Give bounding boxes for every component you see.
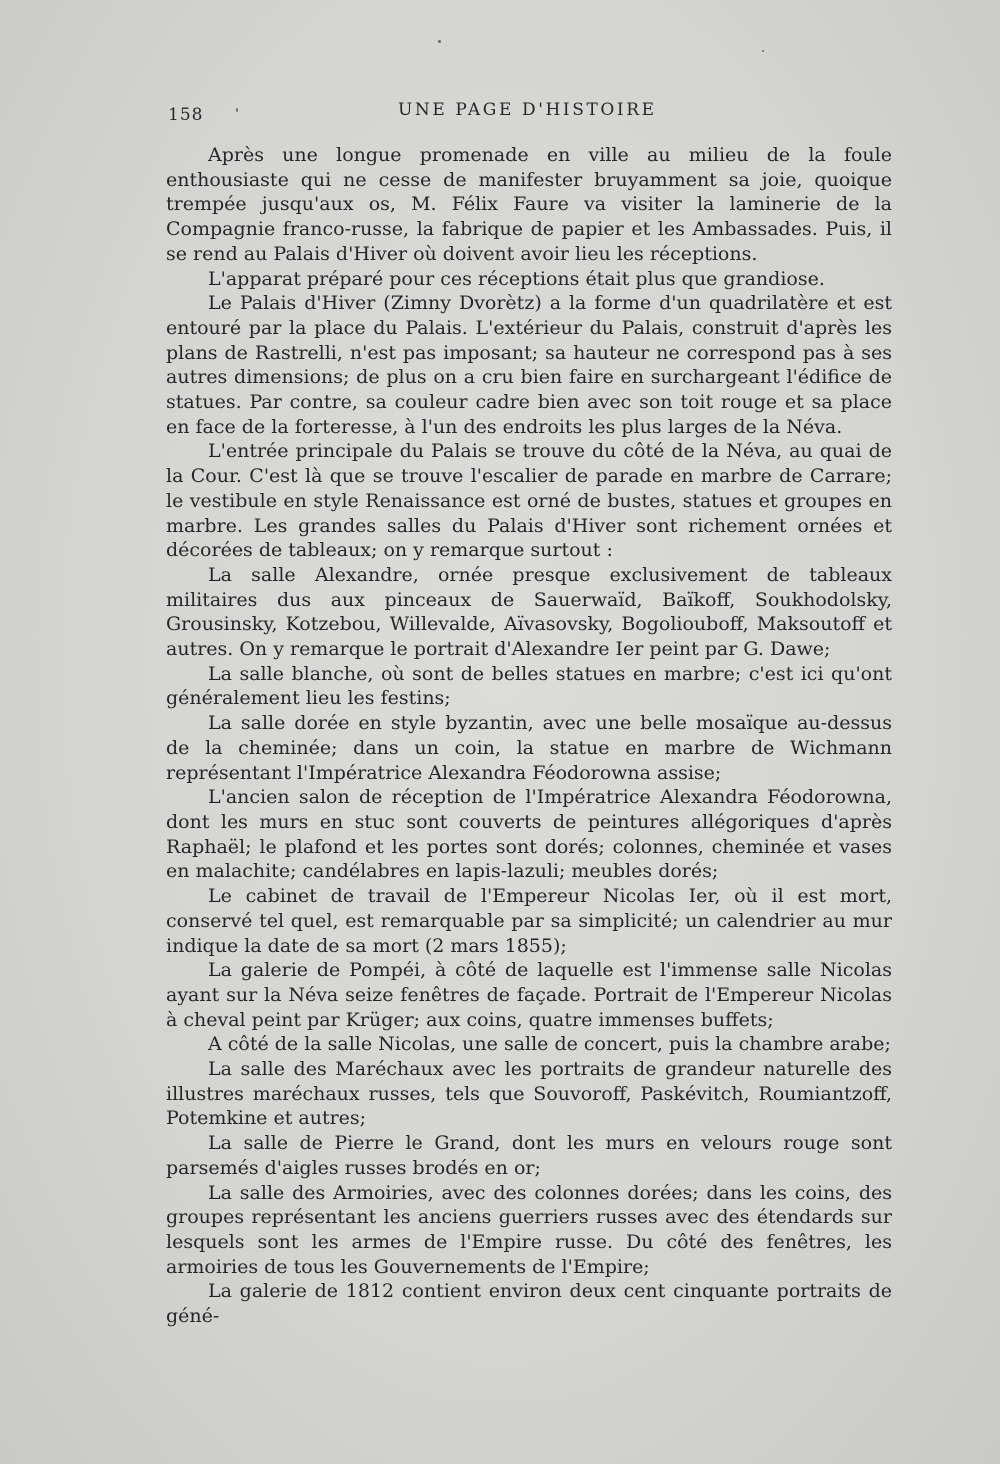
paragraph: La galerie de 1812 contient environ deux cent cinquante portraits de géné- (166, 1280, 892, 1328)
paragraph: La salle des Armoiries, avec des colonnes dorées; dans les coins, des groupes représentant les anciens guerriers russes avec des étendards sur lesquels sont les armes de l'Empire russe. Du côté des fenêtres, les armoiries de tous les Gouvernements de l'Empire; (166, 1181, 892, 1278)
paragraph: La salle de Pierre le Grand, dont les murs en velours rouge sont parsemés d'aigles russes brodés en or; (166, 1132, 892, 1179)
paragraph: La salle Alexandre, ornée presque exclusivement de tableaux militaires dus aux pinceaux de Sauerwaïd, Baïkoff, Soukhodolsky, Grousinsky, Kotzebou, Willevalde, Aïvasovsky, Bogoliouboff, Maksoutoff et autres. On y remarque le portrait d'Alexandre Ier peint par G. Dawe; (166, 563, 892, 661)
running-title: UNE PAGE D'HISTOIRE (398, 100, 657, 120)
paragraph: Le Palais d'Hiver (Zimny Dvorètz) a la forme d'un quadrilatère et est entouré par la place du Palais. L'extérieur du Palais, construit d'après les plans de Rastrelli, n'est pas imposant; sa hauteur ne correspond pas à ses autres dimensions; de plus on a cru bien faire en surchargeant l'édifice de statues. Par contre, sa couleur cadre bien avec son toit rouge et sa place en face de la forteresse, à l'un des endroits les plus larges de la Néva. (166, 292, 892, 438)
paragraph: L'apparat préparé pour ces réceptions était plus que grandiose. (208, 267, 825, 290)
paragraph: Après une longue promenade en ville au milieu de la foule enthousiaste qui ne cesse de manifester bruyamment sa joie, quoique trempée jusqu'aux os, M. Félix Faure va visiter la laminerie de la Compagnie franco-russe, la fabrique de papier et les Ambassades. Puis, il se rend au Palais d'Hiver où doivent avoir lieu les réceptions. (166, 144, 892, 265)
page-number: 158 (168, 105, 204, 125)
paper-speck (762, 50, 764, 52)
paragraph: A côté de la salle Nicolas, une salle de concert, puis la chambre arabe; (208, 1033, 891, 1056)
paragraph: L'ancien salon de réception de l'Impératrice Alexandra Féodorowna, dont les murs en stuc sont couverts de peintures allégoriques d'après Raphaël; le plafond et les portes sont dorés; colonnes, cheminée et vases en malachite; candélabres en lapis-lazuli; meubles dorés; (166, 786, 892, 883)
paragraph: Le cabinet de travail de l'Empereur Nicolas Ier, où il est mort, conservé tel quel, est remarquable par sa simplicité; un calendrier au mur indique la date de sa mort (2 mars 1855); (166, 885, 892, 957)
paragraph: La salle dorée en style byzantin, avec une belle mosaïque au-dessus de la cheminée; dans un coin, la statue en marbre de Wichmann représentant l'Impératrice Alexandra Féodorowna assise; (166, 712, 892, 784)
paper-speck (438, 40, 441, 43)
paragraph: L'entrée principale du Palais se trouve du côté de la Néva, au quai de la Cour. C'est là que se trouve l'escalier de parade en marbre de Carrare; le vestibule en style Renaissance est orné de bustes, statues et groupes en marbre. Les grandes salles du Palais d'Hiver sont richement ornées et décorées de tableaux; on y remarque surtout : (166, 440, 892, 562)
paragraph: La salle des Maréchaux avec les portraits de grandeur naturelle des illustres maréchaux russes, tels que Souvoroff, Paskévitch, Roumiantzoff, Potemkine et autres; (166, 1058, 892, 1130)
body-text (166, 143, 892, 1329)
paragraph: La galerie de Pompéi, à côté de laquelle est l'immense salle Nicolas ayant sur la Néva seize fenêtres de façade. Portrait de l'Empereur Nicolas à cheval peint par Krüger; aux coins, quatre immenses buffets; (166, 959, 892, 1031)
page-header (168, 100, 892, 130)
paragraph: La salle blanche, où sont de belles statues en marbre; c'est ici qu'ont généralement lieu les festins; (166, 662, 892, 710)
